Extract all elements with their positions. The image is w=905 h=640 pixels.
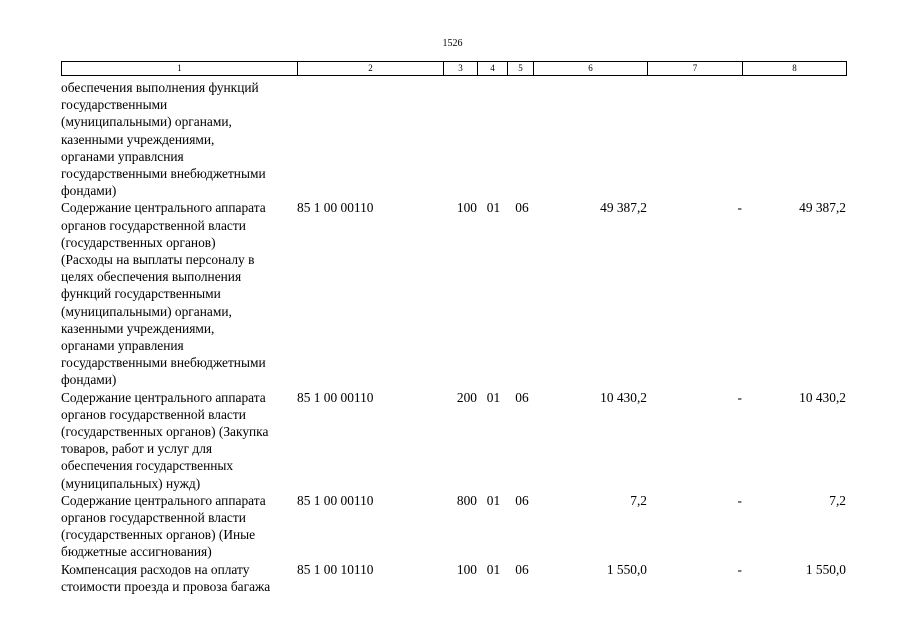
row-sum-3: 49 387,2 — [799, 200, 846, 216]
column-number-4: 4 — [478, 62, 508, 76]
row-name: Содержание центрального аппарата органов государственной власти (государственных органов) (Иные бюджетные ассигнования) — [61, 492, 266, 560]
row-sum-1: 49 387,2 — [600, 200, 647, 216]
row-code: 85 1 00 00110 — [297, 492, 374, 508]
row-name: Содержание центрального аппарата органов государственной власти (государственных органов) (Закупка товаров, работ и услуг для обеспечения государственных (муниципальных) нужд) — [61, 389, 269, 491]
row-pr: 06 — [515, 492, 529, 508]
column-number-3: 3 — [444, 62, 478, 76]
row-sum-2: - — [737, 389, 742, 405]
row-sum-3: 7,2 — [829, 492, 846, 508]
column-number-2: 2 — [298, 62, 444, 76]
row-code: 85 1 00 00110 — [297, 200, 374, 216]
row-rz: 01 — [486, 492, 501, 508]
column-number-1: 1 — [62, 62, 298, 76]
row-sum-2: - — [737, 492, 742, 508]
page-number: 1526 — [442, 38, 463, 49]
row-code: 85 1 00 10110 — [297, 561, 374, 577]
column-number-7: 7 — [648, 62, 743, 76]
column-number-5: 5 — [508, 62, 534, 76]
table-row — [61, 492, 846, 561]
row-rz: 01 — [486, 389, 501, 405]
row-sum-1: 7,2 — [630, 492, 647, 508]
row-vr: 200 — [456, 389, 477, 405]
column-number-6: 6 — [534, 62, 648, 76]
row-sum-3: 10 430,2 — [799, 389, 846, 405]
row-vr: 100 — [456, 200, 477, 216]
row-vr: 100 — [456, 561, 477, 577]
table-row — [61, 561, 846, 595]
column-number-header — [61, 61, 847, 76]
row-name: Содержание центрального аппарата органов государственной власти (государственных органов) (Расходы на выплаты персоналу в целях обеспечения выполнения функций государственными (муниципальными) органами, казенными учреждениями, органами управления государственными внебюджетными фондами) — [61, 200, 266, 388]
row-name: обеспечения выполнения функций государственными (муниципальными) органами, казенными учреждениями, органами управлсния государственными внебюджетными фондами) — [61, 80, 266, 199]
table-row — [61, 199, 846, 388]
row-rz: 01 — [486, 200, 501, 216]
budget-table-body — [61, 79, 846, 595]
row-sum-1: 1 550,0 — [606, 561, 647, 577]
row-sum-2: - — [737, 561, 742, 577]
row-pr: 06 — [515, 200, 529, 216]
column-number-8: 8 — [743, 62, 847, 76]
row-vr: 800 — [456, 492, 477, 508]
row-rz: 01 — [486, 561, 501, 577]
row-pr: 06 — [515, 389, 529, 405]
row-code: 85 1 00 00110 — [297, 389, 374, 405]
row-sum-3: 1 550,0 — [805, 561, 846, 577]
row-sum-1: 10 430,2 — [600, 389, 647, 405]
row-pr: 06 — [515, 561, 529, 577]
row-name: Компенсация расходов на оплату стоимости проезда и провоза багажа — [61, 561, 271, 594]
table-row — [61, 389, 846, 492]
row-sum-2: - — [737, 200, 742, 216]
table-row — [61, 79, 846, 199]
